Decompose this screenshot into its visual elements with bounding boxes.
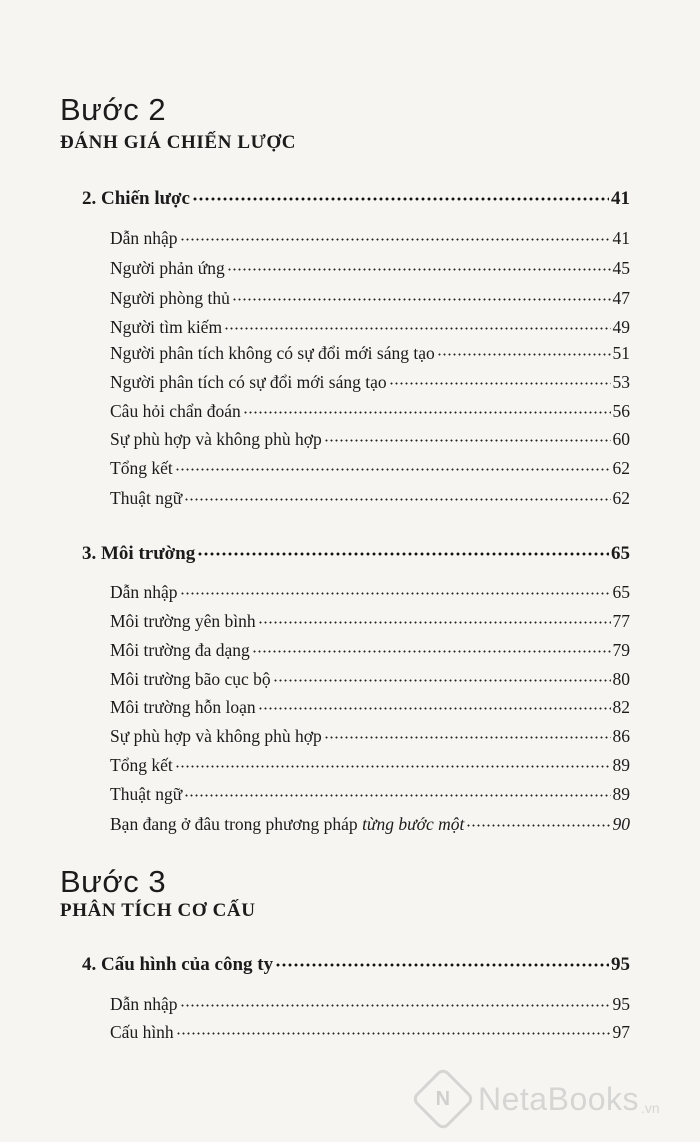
toc-entry[interactable] bbox=[110, 609, 630, 632]
toc-entry[interactable] bbox=[110, 580, 630, 603]
step-title: Bước 2 bbox=[60, 92, 167, 127]
entry-page-number: 53 bbox=[612, 371, 630, 392]
entry-page-number: 95 bbox=[612, 993, 630, 1014]
entry-label: Câu hỏi chẩn đoán bbox=[110, 400, 241, 421]
netabooks-watermark bbox=[420, 1076, 660, 1122]
entry-label: Dẫn nhập bbox=[110, 227, 178, 248]
logo-letter: N bbox=[435, 1087, 451, 1110]
dot-leader bbox=[180, 226, 611, 244]
entry-page-number: 79 bbox=[612, 639, 630, 660]
entry-label: Người phân tích có sự đổi mới sáng tạo bbox=[110, 371, 387, 392]
entry-label: Môi trường đa dạng bbox=[110, 639, 250, 660]
entry-label: Môi trường yên bình bbox=[110, 610, 256, 631]
entry-label: Dẫn nhập bbox=[110, 993, 178, 1014]
entry-label: Dẫn nhập bbox=[110, 581, 178, 602]
toc-entry[interactable] bbox=[110, 724, 630, 747]
dot-leader bbox=[324, 427, 611, 445]
entry-label: Người phản ứng bbox=[110, 257, 225, 278]
entry-page-number: 41 bbox=[612, 227, 630, 248]
chapter-label: 2. Chiến lược bbox=[82, 188, 190, 209]
dot-leader bbox=[197, 540, 609, 559]
toc-entry[interactable] bbox=[110, 256, 630, 279]
entry-label: Thuật ngữ bbox=[110, 783, 183, 804]
entry-page-number: 62 bbox=[612, 457, 630, 478]
entry-label bbox=[110, 814, 464, 835]
toc-entry[interactable] bbox=[110, 399, 630, 422]
toc-chapter-4[interactable] bbox=[82, 951, 630, 976]
entry-page-number: 80 bbox=[612, 668, 630, 689]
dot-leader bbox=[175, 753, 611, 771]
toc-entry[interactable] bbox=[110, 812, 630, 835]
toc-entry[interactable] bbox=[110, 695, 630, 718]
entry-label-text: Bạn đang ở đâu trong phương pháp bbox=[110, 813, 363, 834]
dot-leader bbox=[466, 812, 610, 830]
toc-entry[interactable] bbox=[110, 753, 630, 776]
dot-leader bbox=[275, 951, 609, 970]
entry-page-number: 82 bbox=[612, 696, 630, 717]
toc-entry[interactable] bbox=[110, 226, 630, 249]
dot-leader bbox=[224, 315, 610, 333]
dot-leader bbox=[258, 609, 611, 627]
entry-page-number: 89 bbox=[612, 783, 630, 804]
toc-entry[interactable] bbox=[110, 1020, 630, 1043]
entry-label: Môi trường hỗn loạn bbox=[110, 696, 256, 717]
entry-label: Sự phù hợp và không phù hợp bbox=[110, 428, 322, 449]
dot-leader bbox=[227, 256, 611, 274]
toc-entry[interactable] bbox=[110, 486, 630, 509]
entry-label: Tổng kết bbox=[110, 457, 173, 478]
dot-leader bbox=[176, 1020, 611, 1038]
entry-label: Người phân tích không có sự đổi mới sáng tạo bbox=[110, 342, 435, 363]
dot-leader bbox=[252, 638, 611, 656]
toc-chapter-3[interactable] bbox=[82, 540, 630, 565]
dot-leader bbox=[437, 341, 611, 359]
entry-page-number: 97 bbox=[612, 1021, 630, 1042]
entry-page-number: 62 bbox=[612, 487, 630, 508]
dot-leader bbox=[180, 580, 611, 598]
entry-page-number: 65 bbox=[612, 581, 630, 602]
entry-label: Người phòng thủ bbox=[110, 287, 230, 308]
entry-label: Môi trường bão cục bộ bbox=[110, 668, 271, 689]
part-title: PHÂN TÍCH CƠ CẤU bbox=[60, 900, 256, 921]
dot-leader bbox=[243, 399, 611, 417]
entry-page-number: 49 bbox=[612, 316, 630, 337]
entry-label-italic: từng bước một bbox=[362, 813, 465, 834]
entry-page-number: 60 bbox=[612, 428, 630, 449]
toc-chapter-2[interactable] bbox=[82, 185, 630, 210]
dot-leader bbox=[180, 992, 611, 1010]
toc-entry[interactable] bbox=[110, 456, 630, 479]
entry-label: Thuật ngữ bbox=[110, 487, 183, 508]
toc-entry[interactable] bbox=[110, 427, 630, 450]
chapter-page-number: 65 bbox=[611, 543, 630, 564]
toc-entry[interactable] bbox=[110, 992, 630, 1015]
chapter-page-number: 95 bbox=[611, 954, 630, 975]
entry-label: Tổng kết bbox=[110, 754, 173, 775]
toc-entry[interactable] bbox=[110, 667, 630, 690]
chapter-label: 4. Cấu hình của công ty bbox=[82, 954, 274, 975]
dot-leader bbox=[192, 185, 609, 204]
toc-entry[interactable] bbox=[110, 286, 630, 309]
entry-page-number: 56 bbox=[612, 400, 630, 421]
dot-leader bbox=[324, 724, 611, 742]
chapter-label: 3. Môi trường bbox=[82, 543, 196, 564]
entry-page-number: 45 bbox=[612, 257, 630, 278]
entry-label: Cấu hình bbox=[110, 1021, 174, 1042]
toc-entry[interactable] bbox=[110, 341, 630, 364]
entry-label: Sự phù hợp và không phù hợp bbox=[110, 725, 322, 746]
dot-leader bbox=[175, 456, 611, 474]
entry-page-number: 89 bbox=[612, 754, 630, 775]
toc-entry[interactable] bbox=[110, 782, 630, 805]
step-title: Bước 3 bbox=[60, 864, 167, 899]
toc-entry[interactable] bbox=[110, 370, 630, 393]
entry-page-number: 51 bbox=[612, 342, 630, 363]
entry-page-number: 86 bbox=[612, 725, 630, 746]
dot-leader bbox=[232, 286, 611, 304]
chapter-page-number: 41 bbox=[611, 188, 630, 209]
dot-leader bbox=[184, 782, 610, 800]
entry-label: Người tìm kiếm bbox=[110, 316, 223, 337]
entry-page-number: 77 bbox=[612, 610, 630, 631]
toc-entry[interactable] bbox=[110, 315, 630, 338]
entry-page-number-italic: 90 bbox=[612, 813, 630, 834]
part-title: ĐÁNH GIÁ CHIẾN LƯỢC bbox=[60, 132, 297, 153]
dot-leader bbox=[389, 370, 611, 388]
dot-leader bbox=[273, 667, 611, 685]
watermark-text: NetaBooks bbox=[478, 1080, 640, 1117]
toc-entry[interactable] bbox=[110, 638, 630, 661]
dot-leader bbox=[184, 486, 610, 504]
watermark-suffix: .vn bbox=[641, 1100, 660, 1116]
dot-leader bbox=[258, 695, 611, 713]
entry-page-number bbox=[613, 814, 631, 835]
netabooks-logo-icon bbox=[410, 1066, 475, 1131]
entry-page-number: 47 bbox=[612, 287, 630, 308]
